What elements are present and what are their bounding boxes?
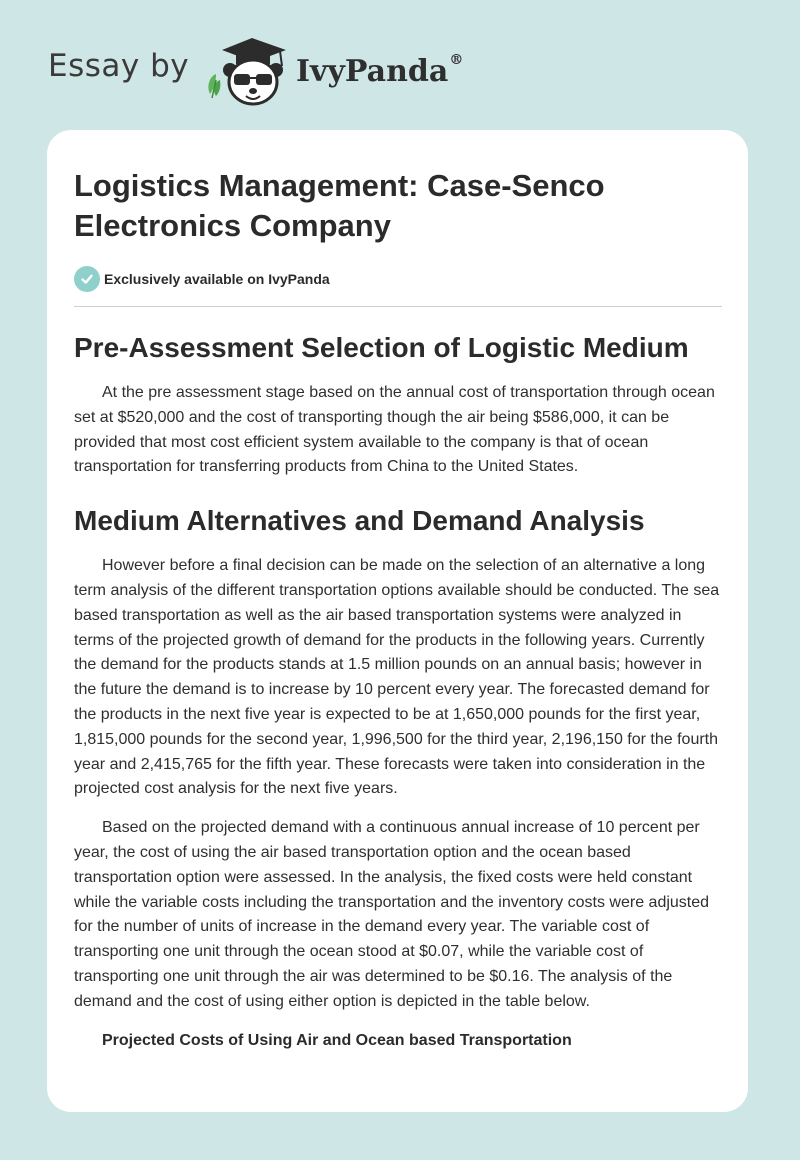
exclusive-badge: [74, 266, 722, 292]
essay-by-label: Essay by: [48, 48, 190, 84]
site-header: [0, 0, 800, 130]
paragraph: However before a final decision can be made on the selection of an alternative a long term analysis of the different transportation options available should be conducted. The sea based transportation as well as the air based transportation systems were analyzed in terms of the projected growth of demand for the products in the following years. Currently the demand for the products stands at 1.5 million pounds on an annual basis; however in the future the demand is to increase by 10 percent every year. The forecasted demand for the products in the next five year is expected to be at 1,650,000 pounds for the first year, 1,815,000 pounds for the second year, 1,996,500 for the third year, 2,196,150 for the fourth year and 2,415,765 for the fifth year. These forecasts were taken into consideration in the projected cost analysis for the next five years.: [74, 557, 720, 798]
check-icon: [74, 266, 100, 292]
paragraph: Based on the projected demand with a continuous annual increase of 10 percent per year, the cost of using the air based transportation option and the ocean based transportation option were assessed. In the analysis, the fixed costs were held constant while the variable costs including the transportation and the inventory costs were adjusted for the number of units of increase in the demand every year. The variable cost of transporting one unit through the ocean stood at $0.07, while the variable cost of transporting one unit through the air was determined to be $0.16. The analysis of the demand and the cost of using either option is depicted in the table below.: [74, 819, 710, 1010]
panda-logo-icon[interactable]: [202, 36, 290, 108]
section-heading-pre-assessment: Pre-Assessment Selection of Logistic Medium: [74, 332, 689, 363]
section-heading-medium-alternatives: Medium Alternatives and Demand Analysis: [74, 505, 645, 537]
table-caption: Projected Costs of Using Air and Ocean based Transportation: [102, 1031, 572, 1049]
divider: [74, 306, 722, 307]
registered-mark: ®: [449, 52, 464, 68]
essay-card: [47, 130, 748, 1112]
page-title: Logistics Management: Case-Senco Electronics Company: [74, 168, 605, 243]
brand-name[interactable]: [296, 54, 463, 89]
brand-text: IvyPanda: [296, 54, 449, 89]
exclusive-text: Exclusively available on IvyPanda: [104, 271, 330, 287]
paragraph: At the pre assessment stage based on the annual cost of transportation through ocean set at $520,000 and the cost of transporting though the air being $586,000, it can be provided that most cost efficient system available to the company is that of ocean transportation for transferring products from China to the United States.: [74, 384, 715, 476]
